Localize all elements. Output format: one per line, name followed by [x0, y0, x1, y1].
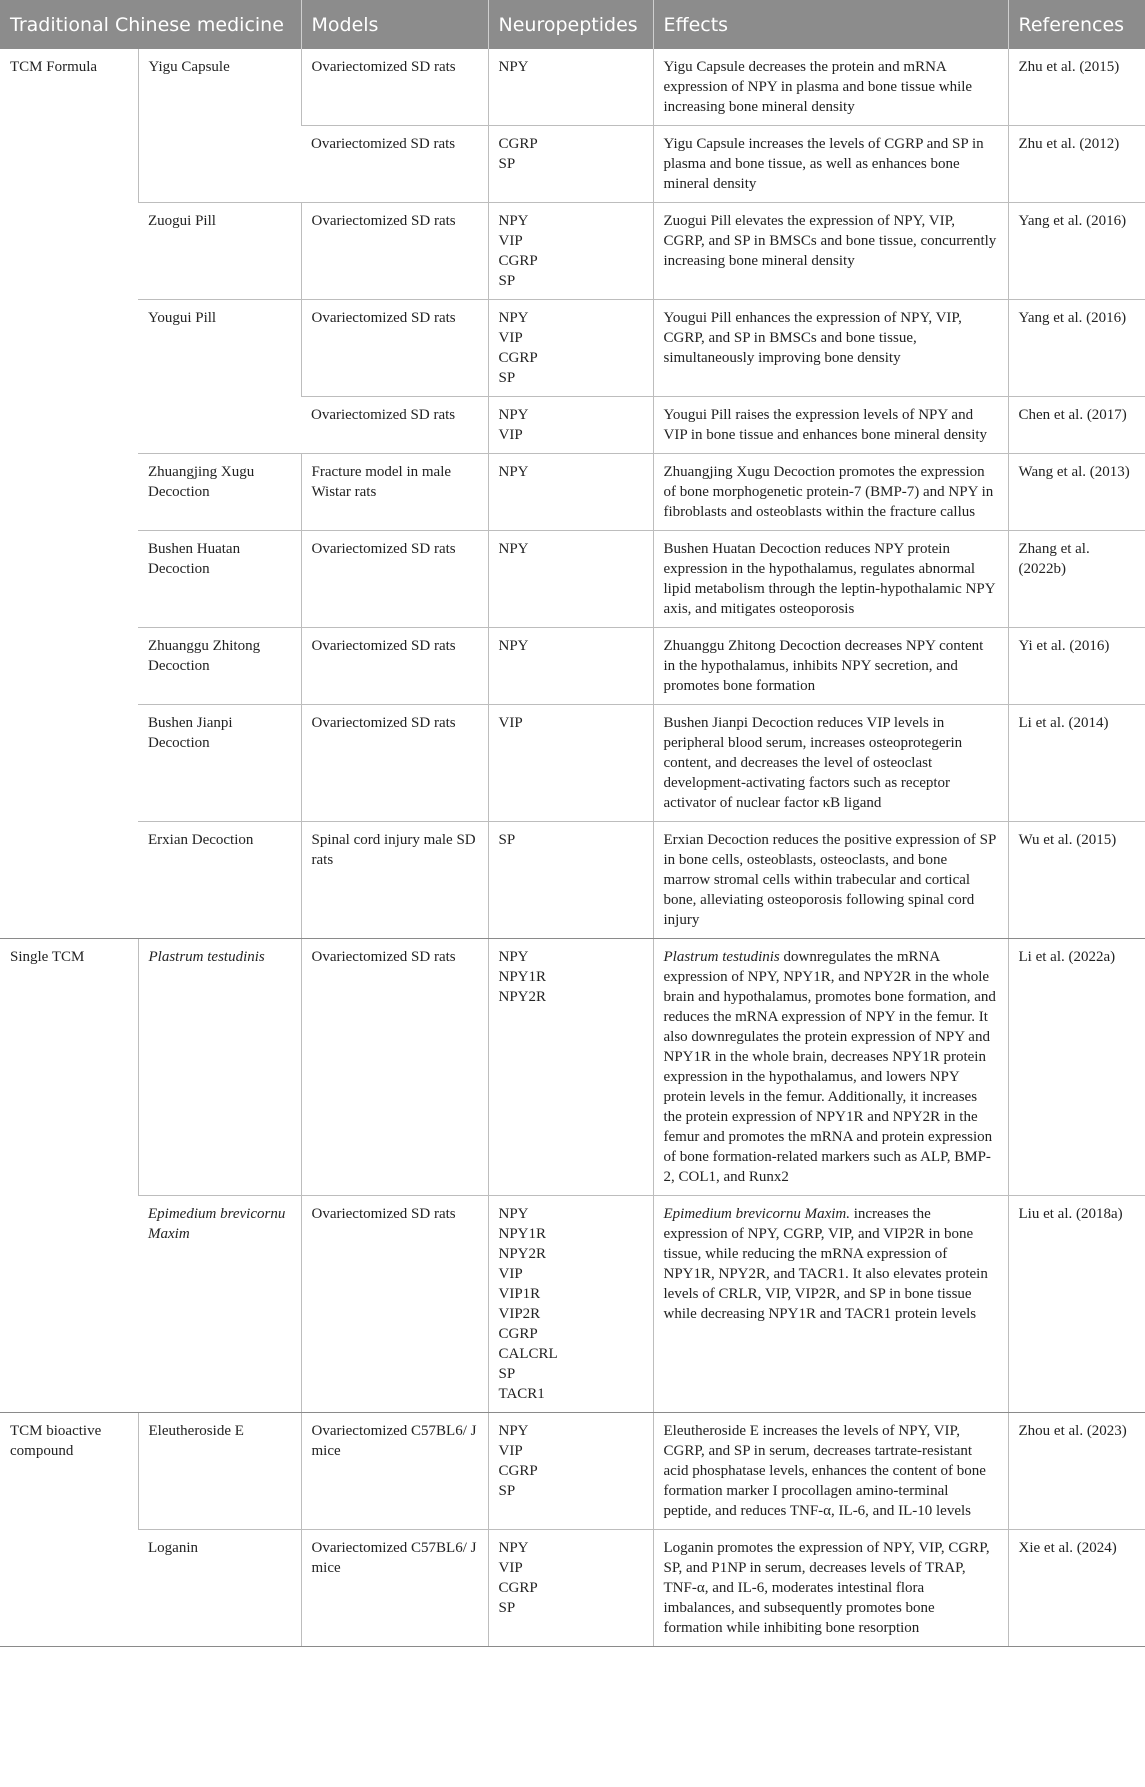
reference-cell: Li et al. (2014) [1008, 705, 1145, 822]
model-cell: Ovariectomized SD rats [301, 397, 488, 454]
effect-cell [653, 300, 1008, 397]
effect-text: Loganin promotes the expression of NPY, VIP, CGRP, SP, and P1NP in serum, decreases levels of TRAP, TNF-α, and IL-6, moderates intestinal flora imbalances, and subsequently promotes bone formation while inhibiting bone resorption [663, 1540, 990, 1636]
effect-cell [653, 822, 1008, 939]
neuropeptides-cell: NPY [488, 49, 653, 126]
treatment-name: Zuogui Pill [138, 203, 301, 300]
effect-text: Bushen Huatan Decoction reduces NPY protein expression in the hypothalamus, regulates abnormal lipid metabolism through the leptin-hypothalamic NPY axis, and mitigates osteoporosis [663, 541, 995, 617]
table-row [0, 454, 1145, 531]
neuropeptides-cell: VIP [488, 705, 653, 822]
effect-text: Zhuangjing Xugu Decoction promotes the expression of bone morphogenetic protein-7 (BMP-7) and NPY in fibroblasts and osteoblasts within the fracture callus [663, 464, 994, 520]
model-cell: Ovariectomized SD rats [301, 531, 488, 628]
effect-cell [653, 939, 1008, 1196]
table-row [0, 49, 1145, 126]
reference-cell: Yang et al. (2016) [1008, 203, 1145, 300]
model-cell: Ovariectomized SD rats [301, 628, 488, 705]
neuropeptides-cell: NPY VIP CGRP SP [488, 1413, 653, 1530]
effect-cell [653, 397, 1008, 454]
reference-cell: Zhu et al. (2015) [1008, 49, 1145, 126]
effect-lead: Epimedium brevicornu Maxim. [663, 1206, 850, 1222]
effect-text: increases the expression of NPY, CGRP, VIP, and VIP2R in bone tissue, while reducing the mRNA expression of NPY1R, NPY2R, and TACR1. It also elevates protein levels of CRLR, VIP, VIP2R, and SP in bone tissue while decreasing NPY1R and TACR1 protein levels [663, 1206, 988, 1322]
treatment-name: Plastrum testudinis [138, 939, 301, 1196]
reference-cell: Yi et al. (2016) [1008, 628, 1145, 705]
treatment-name: Yigu Capsule [138, 49, 301, 203]
model-cell: Fracture model in male Wistar rats [301, 454, 488, 531]
model-cell: Ovariectomized SD rats [301, 126, 488, 203]
neuropeptides-cell: CGRP SP [488, 126, 653, 203]
table-row [0, 822, 1145, 939]
reference-cell: Li et al. (2022a) [1008, 939, 1145, 1196]
model-cell: Ovariectomized SD rats [301, 203, 488, 300]
header-tcm: Traditional Chinese medicine [0, 0, 301, 49]
model-cell: Ovariectomized SD rats [301, 300, 488, 397]
table-row [0, 300, 1145, 397]
header-references: References [1008, 0, 1145, 49]
effect-cell [653, 126, 1008, 203]
reference-cell: Zhang et al. (2022b) [1008, 531, 1145, 628]
neuropeptides-cell: NPY VIP CGRP SP [488, 1530, 653, 1647]
neuropeptides-cell: NPY [488, 454, 653, 531]
treatment-name: Zhuanggu Zhitong Decoction [138, 628, 301, 705]
effect-text: Eleutheroside E increases the levels of NPY, VIP, CGRP, and SP in serum, decreases tartrate-resistant acid phosphatase levels, enhances the content of bone formation marker I procollagen amino-terminal peptide, and reduces TNF-α, IL-6, and IL-10 levels [663, 1423, 986, 1519]
effect-cell [653, 1196, 1008, 1413]
neuropeptides-cell: NPY [488, 531, 653, 628]
effect-text: Erxian Decoction reduces the positive expression of SP in bone cells, osteoblasts, osteoclasts, and bone marrow stromal cells within trabecular and cortical bone, alleviating osteoporosis following spinal cord injury [663, 832, 996, 928]
treatment-name: Zhuangjing Xugu Decoction [138, 454, 301, 531]
model-cell: Ovariectomized C57BL6/ J mice [301, 1413, 488, 1530]
treatment-name: Bushen Jianpi Decoction [138, 705, 301, 822]
model-cell: Ovariectomized SD rats [301, 49, 488, 126]
effect-text: downregulates the mRNA expression of NPY, NPY1R, and NPY2R in the whole brain and hypothalamus, promotes bone formation, and reduces the mRNA expression of NPY in the femur. It also downregulates the protein expression of NPY and NPY1R in the whole brain, decreases NPY1R protein expression in the hypothalamus, and lowers NPY protein levels in the femur. Additionally, it increases the protein expression of NPY1R and NPY2R in the femur and promotes the mRNA and protein expression of bone formation-related markers such as ALP, BMP-2, COL1, and Runx2 [663, 949, 996, 1185]
effect-text: Yigu Capsule decreases the protein and mRNA expression of NPY in plasma and bone tissue while increasing bone mineral density [663, 59, 973, 115]
effect-cell [653, 1413, 1008, 1530]
neuropeptides-cell: NPY NPY1R NPY2R [488, 939, 653, 1196]
effect-lead: Plastrum testudinis [663, 949, 780, 965]
neuropeptides-cell: SP [488, 822, 653, 939]
effect-cell [653, 1530, 1008, 1647]
reference-cell: Chen et al. (2017) [1008, 397, 1145, 454]
neuropeptides-cell: NPY NPY1R NPY2R VIP VIP1R VIP2R CGRP CALCRL SP TACR1 [488, 1196, 653, 1413]
header-row [0, 0, 1145, 49]
header-models: Models [301, 0, 488, 49]
table-row [0, 203, 1145, 300]
model-cell: Ovariectomized SD rats [301, 1196, 488, 1413]
treatment-name: Erxian Decoction [138, 822, 301, 939]
model-cell: Ovariectomized SD rats [301, 705, 488, 822]
reference-cell: Wang et al. (2013) [1008, 454, 1145, 531]
effect-cell [653, 49, 1008, 126]
effect-cell [653, 705, 1008, 822]
effect-cell [653, 628, 1008, 705]
category-cell: TCM bioactive compound [0, 1413, 138, 1647]
model-cell: Ovariectomized C57BL6/ J mice [301, 1530, 488, 1647]
table-row [0, 628, 1145, 705]
effect-text: Yougui Pill raises the expression levels of NPY and VIP in bone tissue and enhances bone mineral density [663, 407, 988, 443]
table-row [0, 1413, 1145, 1530]
effect-cell [653, 454, 1008, 531]
effect-cell [653, 203, 1008, 300]
category-cell: TCM Formula [0, 49, 138, 939]
effect-cell [653, 531, 1008, 628]
treatment-name: Eleutheroside E [138, 1413, 301, 1530]
reference-cell: Zhu et al. (2012) [1008, 126, 1145, 203]
category-cell: Single TCM [0, 939, 138, 1413]
neuropeptides-cell: NPY VIP CGRP SP [488, 203, 653, 300]
table-row [0, 939, 1145, 1196]
neuropeptides-cell: NPY VIP CGRP SP [488, 300, 653, 397]
reference-cell: Wu et al. (2015) [1008, 822, 1145, 939]
reference-cell: Liu et al. (2018a) [1008, 1196, 1145, 1413]
treatment-name: Loganin [138, 1530, 301, 1647]
reference-cell: Zhou et al. (2023) [1008, 1413, 1145, 1530]
effect-text: Yougui Pill enhances the expression of NPY, VIP, CGRP, and SP in BMSCs and bone tissue, simultaneously improving bone density [663, 310, 962, 366]
effect-text: Zhuanggu Zhitong Decoction decreases NPY content in the hypothalamus, inhibits NPY secretion, and promotes bone formation [663, 638, 984, 694]
neuropeptides-cell: NPY [488, 628, 653, 705]
table-row [0, 705, 1145, 822]
reference-cell: Yang et al. (2016) [1008, 300, 1145, 397]
header-effects: Effects [653, 0, 1008, 49]
table-body [0, 49, 1145, 1647]
treatment-name: Epimedium brevicornu Maxim [138, 1196, 301, 1413]
effect-text: Zuogui Pill elevates the expression of NPY, VIP, CGRP, and SP in BMSCs and bone tissue, concurrently increasing bone mineral density [663, 213, 997, 269]
table-row [0, 531, 1145, 628]
treatment-name: Bushen Huatan Decoction [138, 531, 301, 628]
neuropeptides-cell: NPY VIP [488, 397, 653, 454]
model-cell: Ovariectomized SD rats [301, 939, 488, 1196]
header-neuropeptides: Neuropeptides [488, 0, 653, 49]
table-row [0, 1196, 1145, 1413]
treatment-name: Yougui Pill [138, 300, 301, 454]
reference-cell: Xie et al. (2024) [1008, 1530, 1145, 1647]
effect-text: Bushen Jianpi Decoction reduces VIP levels in peripheral blood serum, increases osteoprotegerin content, and decreases the level of osteoclast development-activating factors such as receptor activator of nuclear factor κB ligand [663, 715, 963, 811]
table-row [0, 1530, 1145, 1647]
model-cell: Spinal cord injury male SD rats [301, 822, 488, 939]
effect-text: Yigu Capsule increases the levels of CGRP and SP in plasma and bone tissue, as well as enhances bone mineral density [663, 136, 984, 192]
